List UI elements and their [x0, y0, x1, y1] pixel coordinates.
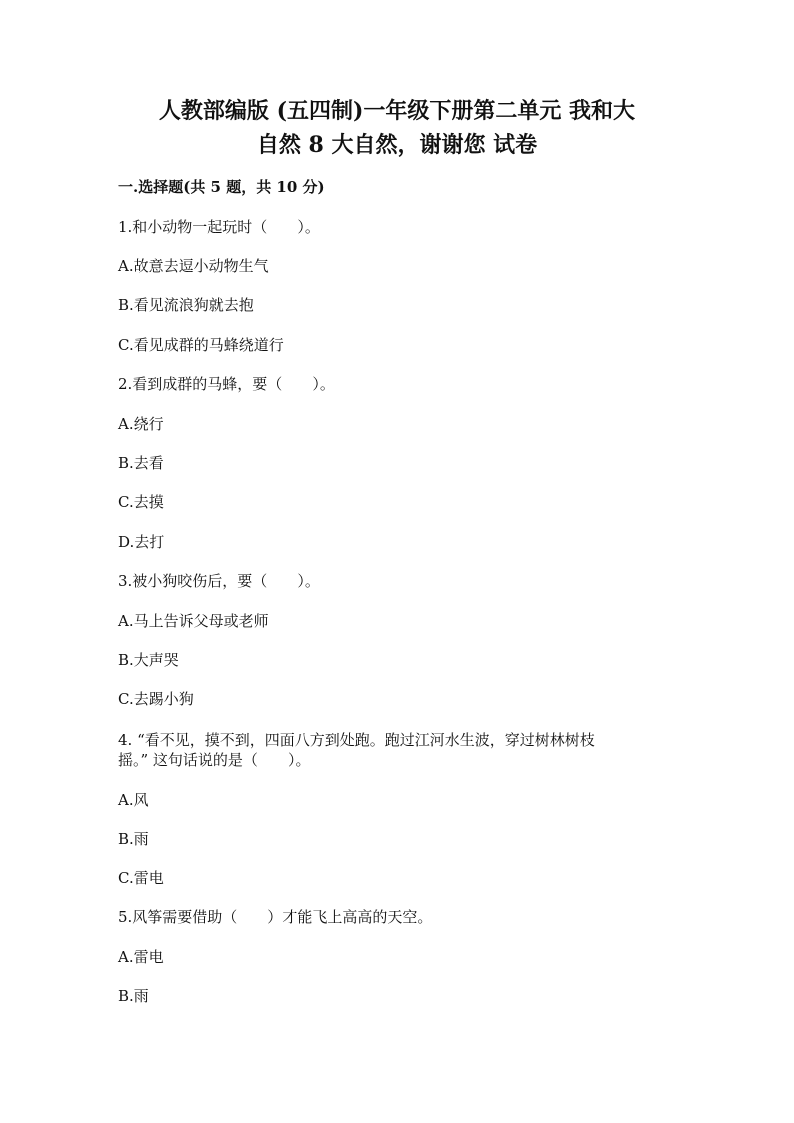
question-5-option-b: B.雨: [118, 987, 149, 1005]
question-1-option-c: C.看见成群的马蜂绕道行: [118, 336, 284, 354]
question-3-option-a: A.马上告诉父母或老师: [118, 612, 269, 630]
question-2-option-b: B.去看: [118, 454, 164, 472]
page-title-line2: 自然 8 大自然，谢谢您 试卷: [256, 132, 538, 158]
question-4-option-c: C.雷电: [118, 869, 164, 887]
question-4-stem-line2: 摇。” 这句话说的是（ ）。: [118, 751, 311, 769]
question-2-option-d: D.去打: [118, 533, 165, 551]
page-title-line1: 人教部编版 (五四制)一年级下册第二单元 我和大: [158, 98, 636, 124]
question-1-stem: 1.和小动物一起玩时（ ）。: [118, 218, 320, 236]
question-1-option-a: A.故意去逗小动物生气: [118, 257, 269, 275]
question-4-stem-line1: 4. “看不见，摸不到，四面八方到处跑。跑过江河水生波，穿过树林树枝: [118, 731, 595, 749]
question-5-stem: 5.风筝需要借助（ ）才能飞上高高的天空。: [118, 908, 433, 926]
question-3-stem: 3.被小狗咬伤后，要（ ）。: [118, 572, 320, 590]
question-2-option-c: C.去摸: [118, 493, 164, 511]
section-heading: 一.选择题(共 5 题，共 10 分): [118, 178, 325, 196]
question-2-stem: 2.看到成群的马蜂，要（ ）。: [118, 375, 335, 393]
question-5-option-a: A.雷电: [118, 948, 164, 966]
question-1-option-b: B.看见流浪狗就去抱: [118, 296, 254, 314]
question-3-option-c: C.去踢小狗: [118, 690, 194, 708]
question-3-option-b: B.大声哭: [118, 651, 179, 669]
question-2-option-a: A.绕行: [118, 415, 164, 433]
question-4-option-b: B.雨: [118, 830, 149, 848]
question-4-option-a: A.风: [118, 791, 149, 809]
